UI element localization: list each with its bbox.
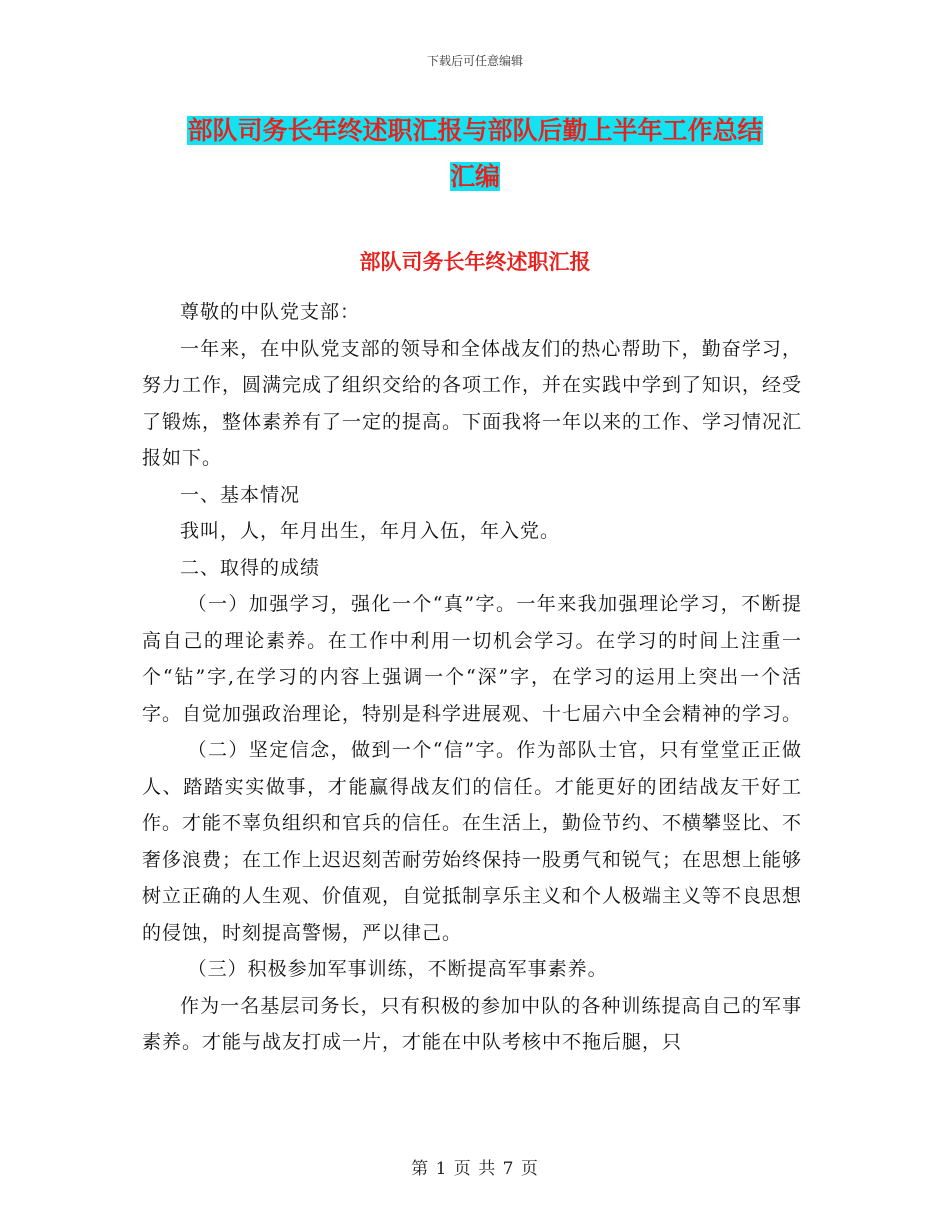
document-title-line-2: 汇编 — [449, 162, 500, 191]
document-body — [142, 294, 802, 1061]
section-title: 部队司务长年终述职汇报 — [359, 250, 591, 274]
heading-basic-info: 一、基本情况 — [180, 483, 301, 506]
page-number-footer: 第 1 页 共 7 页 — [411, 1159, 539, 1179]
achievement-paragraph-2: （二）坚定信念，做到一个“信”字。作为部队士官，只有堂堂正正做人、踏踏实实做事，才能赢得战友们的信任。才能更好的团结战友干好工作。才能不辜负组织和官兵的信任。在生活上，勤俭节约、不横攀竖比、不奢侈浪费；在工作上迟迟刻苦耐劳始终保持一股勇气和锐气；在思想上能够树立正确的人生观、价值观，自觉抵制享乐主义和个人极端主义等不良思想的侵蚀，时刻提高警惕，严以律己。 — [142, 739, 803, 944]
training-paragraph: 作为一名基层司务长，只有积极的参加中队的各种训练提高自己的军事素养。才能与战友打成一片，才能在中队考核中不拖后腿，只 — [142, 994, 802, 1053]
document-title-line-1: 部队司务长年终述职汇报与部队后勤上半年工作总结 — [187, 116, 763, 145]
basic-info-paragraph: 我叫，人，年月出生，年月入伍，年入党。 — [180, 520, 561, 542]
achievement-heading-3: （三）积极参加军事训练，不断提高军事素养。 — [187, 958, 608, 980]
salutation-paragraph: 尊敬的中队党支部： — [180, 301, 361, 323]
document-title — [140, 108, 810, 200]
intro-paragraph: 一年来，在中队党支部的领导和全体战友们的热心帮助下，勤奋学习，努力工作，圆满完成了组织交给的各项工作，并在实践中学到了知识，经受了锻炼，整体素养有了一定的提高。下面我将一年以来的工作、学习情况汇报如下。 — [142, 337, 803, 469]
heading-achievements: 二、取得的成绩 — [180, 556, 321, 579]
achievement-paragraph-1: （一）加强学习，强化一个“真”字。一年来我加强理论学习，不断提高自己的理论素养。在工作中利用一切机会学习。在学习的时间上注重一个“钻”字,在学习的内容上强调一个“深”字，在学习的运用上突出一个活字。自觉加强政治理论，特别是科学进展观、十七届六中全会精神的学习。 — [142, 593, 803, 725]
page-header-note: 下载后可任意编辑 — [426, 54, 523, 68]
